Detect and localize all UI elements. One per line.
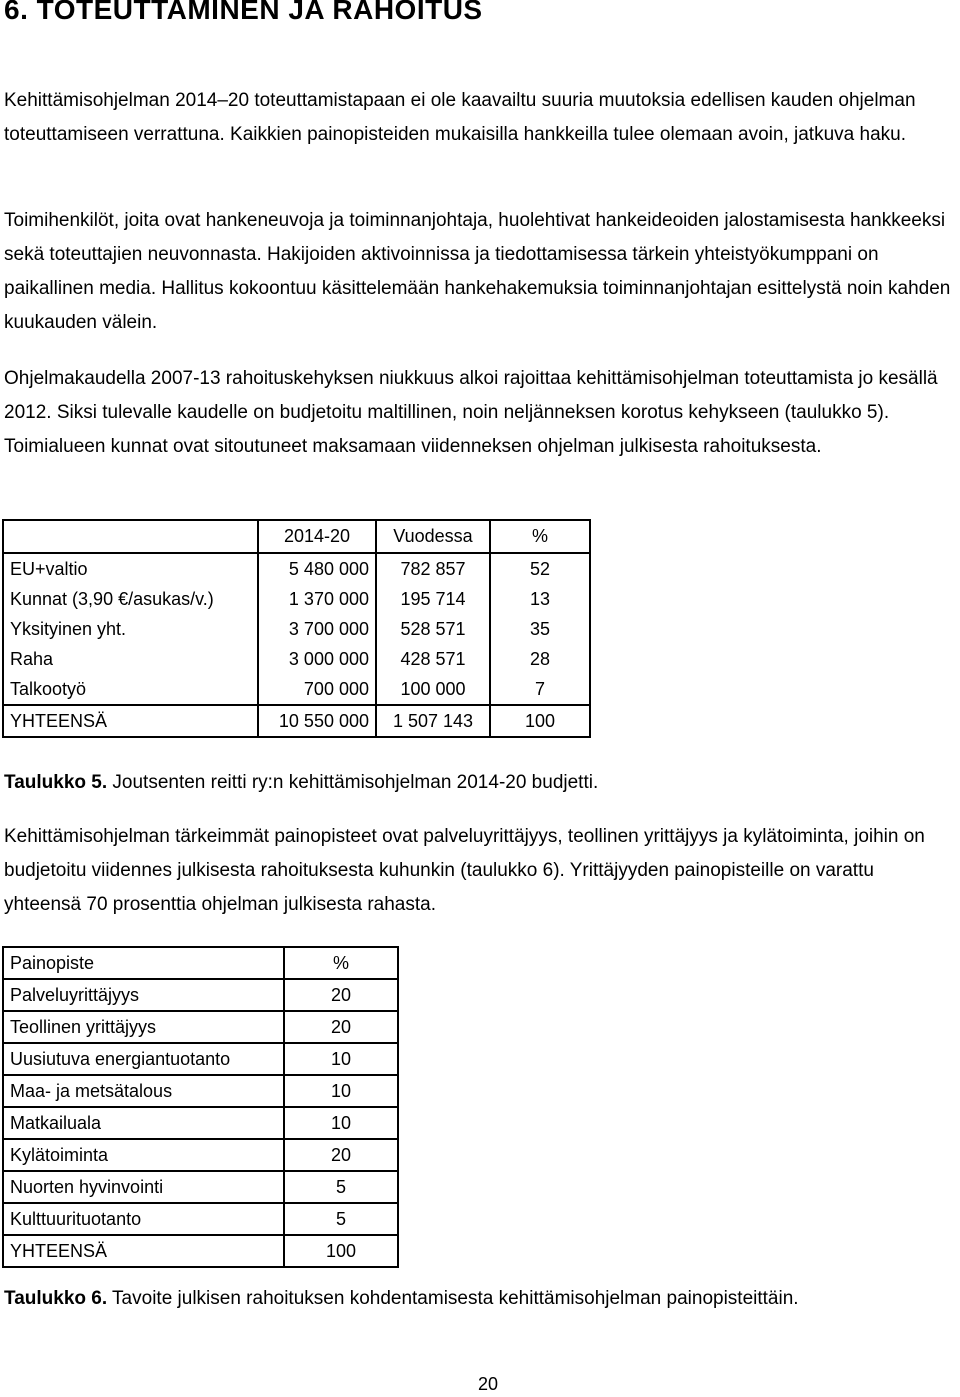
table-header-cell: Vuodessa	[376, 520, 490, 553]
caption-label: Taulukko 5.	[4, 772, 108, 793]
table-cell: 5	[284, 1203, 398, 1235]
table-cell: Matkailuala	[3, 1107, 284, 1139]
table-cell: Maa- ja metsätalous	[3, 1075, 284, 1107]
table-row	[3, 553, 590, 584]
table-cell: 3 000 000	[258, 644, 376, 674]
table-total-row	[3, 1235, 398, 1267]
table-header-cell	[3, 520, 258, 553]
table-cell: Kunnat (3,90 €/asukas/v.)	[3, 584, 258, 614]
table-row	[3, 1011, 398, 1043]
caption-text: Joutsenten reitti ry:n kehittämisohjelman 2014-20 budjetti.	[107, 772, 599, 793]
paragraph-implementation: Kehittämisohjelman 2014–20 toteuttamistapaan ei ole kaavailtu suuria muutoksia edellisen kauden ohjelman toteuttamiseen verrattuna. Kaikkien painopisteiden mukaisilla hankkeilla tulee olemaan avoin, jatkuva haku.	[4, 90, 916, 145]
table-row	[3, 644, 590, 674]
table-row	[3, 1075, 398, 1107]
table-header-cell: 2014-20	[258, 520, 376, 553]
table-cell: 5	[284, 1171, 398, 1203]
table-cell: Uusiutuva energiantuotanto	[3, 1043, 284, 1075]
table-cell: 3 700 000	[258, 614, 376, 644]
table-cell: 5 480 000	[258, 553, 376, 584]
table-cell: 428 571	[376, 644, 490, 674]
priority-table	[2, 946, 399, 1268]
table-caption-6	[4, 1288, 799, 1310]
table-header-cell: Painopiste	[3, 947, 284, 979]
table-row	[3, 584, 590, 614]
paragraph-staff: Toimihenkilöt, joita ovat hankeneuvoja ja toiminnanjohtaja, huolehtivat hankeideoiden jalostamisesta hankkeeksi sekä toteuttajien neuvonnasta. Hakijoiden aktivoinnissa ja tiedottamisessa tärkein yhteistyökumppani on paikallinen media. Hallitus kokoontuu käsittelemään hankehakemuksia toiminnanjohtajan esittelystä noin kahden kuukauden välein.	[4, 210, 951, 333]
table-total-cell: 100	[490, 705, 590, 737]
table-cell: 528 571	[376, 614, 490, 644]
table-cell: 20	[284, 1011, 398, 1043]
table-total-cell: 100	[284, 1235, 398, 1267]
table-cell: 10	[284, 1107, 398, 1139]
table-row	[3, 674, 590, 705]
table-cell: Nuorten hyvinvointi	[3, 1171, 284, 1203]
table-cell: Kylätoiminta	[3, 1139, 284, 1171]
table-cell: 13	[490, 584, 590, 614]
table-cell: Palveluyrittäjyys	[3, 979, 284, 1011]
table-cell: Yksityinen yht.	[3, 614, 258, 644]
table-total-cell: 10 550 000	[258, 705, 376, 737]
table-cell: Raha	[3, 644, 258, 674]
table-cell: 100 000	[376, 674, 490, 705]
table-cell: 35	[490, 614, 590, 644]
table-row	[3, 979, 398, 1011]
table-header-cell: %	[284, 947, 398, 979]
table-cell: 7	[490, 674, 590, 705]
table-header-row	[3, 520, 590, 553]
table-cell: 20	[284, 979, 398, 1011]
table-cell: 52	[490, 553, 590, 584]
paragraph-funding: Ohjelmakaudella 2007-13 rahoituskehyksen niukkuus alkoi rajoittaa kehittämisohjelman toteuttamista jo kesällä 2012. Siksi tulevalle kaudelle on budjetoitu maltillinen, noin neljänneksen korotus kehykseen (taulukko 5). Toimialueen kunnat ovat sitoutuneet maksamaan viidenneksen ohjelman julkisesta rahoituksesta.	[4, 368, 938, 457]
table-total-cell: YHTEENSÄ	[3, 1235, 284, 1267]
table-row	[3, 1203, 398, 1235]
table-row	[3, 1043, 398, 1075]
table-cell: 1 370 000	[258, 584, 376, 614]
table-total-row	[3, 705, 590, 737]
caption-text: Tavoite julkisen rahoituksen kohdentamisesta kehittämisohjelman painopisteittäin.	[107, 1288, 799, 1309]
table-caption-5	[4, 772, 598, 794]
table-cell: Teollinen yrittäjyys	[3, 1011, 284, 1043]
table-row	[3, 1139, 398, 1171]
table-row	[3, 1107, 398, 1139]
table-cell: 10	[284, 1043, 398, 1075]
table-cell: EU+valtio	[3, 553, 258, 584]
table-cell: 28	[490, 644, 590, 674]
table-cell: Talkootyö	[3, 674, 258, 705]
table-cell: 195 714	[376, 584, 490, 614]
table-row	[3, 614, 590, 644]
budget-table	[2, 519, 591, 738]
caption-label: Taulukko 6.	[4, 1288, 108, 1309]
table-cell: 10	[284, 1075, 398, 1107]
page-heading: 6. TOTEUTTAMINEN JA RAHOITUS	[4, 0, 483, 25]
table-cell: 782 857	[376, 553, 490, 584]
table-row	[3, 1171, 398, 1203]
page-number: 20	[477, 1374, 499, 1394]
table-cell: 700 000	[258, 674, 376, 705]
table-cell: 20	[284, 1139, 398, 1171]
paragraph-priorities: Kehittämisohjelman tärkeimmät painopisteet ovat palveluyrittäjyys, teollinen yrittäjyys ja kylätoiminta, joihin on budjetoitu viidennes julkisesta rahoituksesta kuhunkin (taulukko 6). Yrittäjyyden painopisteille on varattu yhteensä 70 prosenttia ohjelman julkisesta rahasta.	[4, 826, 925, 915]
table-total-cell: 1 507 143	[376, 705, 490, 737]
table-total-cell: YHTEENSÄ	[3, 705, 258, 737]
table-header-cell: %	[490, 520, 590, 553]
table-header-row	[3, 947, 398, 979]
table-cell: Kulttuurituotanto	[3, 1203, 284, 1235]
